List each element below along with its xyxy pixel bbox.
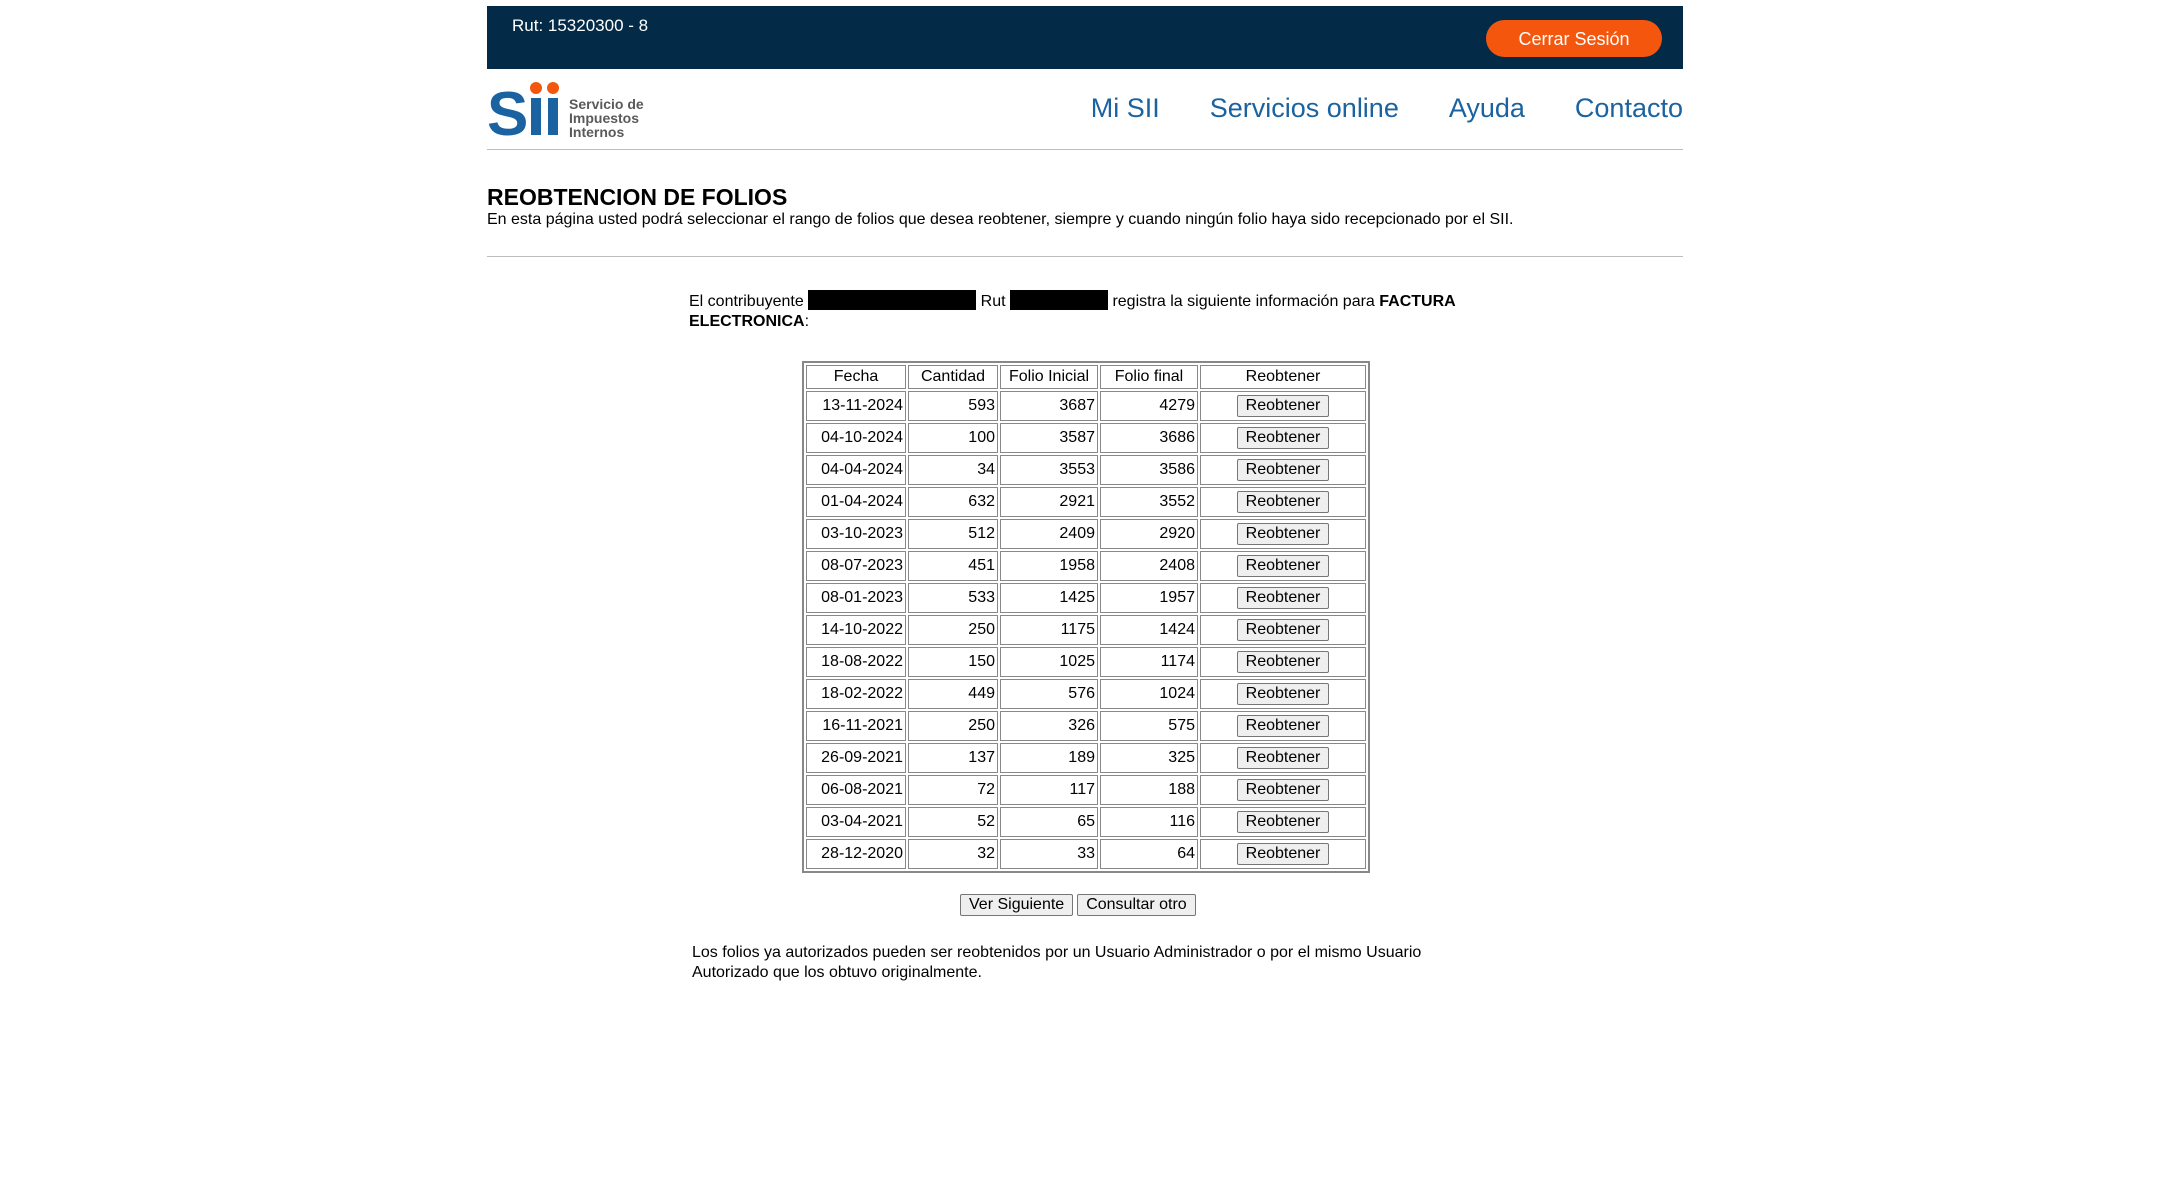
cell-fecha: 06-08-2021 (806, 775, 906, 805)
reobtener-button[interactable]: Reobtener (1237, 555, 1330, 577)
cell-fecha: 28-12-2020 (806, 839, 906, 869)
cell-folio-inicial: 1958 (1000, 551, 1098, 581)
cell-reobtener (1200, 455, 1366, 485)
table-row (806, 839, 1366, 869)
cell-fecha: 18-08-2022 (806, 647, 906, 677)
cell-reobtener (1200, 775, 1366, 805)
cell-folio-inicial: 1425 (1000, 583, 1098, 613)
intro-section (487, 150, 1683, 257)
reobtener-button[interactable]: Reobtener (1237, 491, 1330, 513)
cell-folio-inicial: 2409 (1000, 519, 1098, 549)
cell-cantidad: 593 (908, 391, 998, 421)
redacted-name (808, 290, 976, 310)
table-row (806, 807, 1366, 837)
reobtener-button[interactable]: Reobtener (1237, 427, 1330, 449)
logo-line: Internos (569, 124, 625, 140)
cell-fecha: 03-04-2021 (806, 807, 906, 837)
cell-folio-inicial: 3587 (1000, 423, 1098, 453)
cell-folio-final: 1957 (1100, 583, 1198, 613)
table-row (806, 423, 1366, 453)
cell-fecha: 13-11-2024 (806, 391, 906, 421)
reobtener-button[interactable]: Reobtener (1237, 395, 1330, 417)
nav-servicios-online[interactable]: Servicios online (1209, 93, 1399, 123)
cell-folio-inicial: 3687 (1000, 391, 1098, 421)
footer-note: Los folios ya autorizados pueden ser reobtenidos por un Usuario Administrador o por el mismo Usuario Autorizado que los obtuvo originalmente. (692, 944, 1422, 981)
ver-siguiente-button[interactable]: Ver Siguiente (960, 894, 1073, 916)
cell-folio-final: 3686 (1100, 423, 1198, 453)
top-bar (487, 6, 1683, 69)
table-row (806, 775, 1366, 805)
cell-reobtener (1200, 487, 1366, 517)
table-row (806, 487, 1366, 517)
header-fecha: Fecha (806, 365, 906, 389)
cell-cantidad: 150 (908, 647, 998, 677)
cell-fecha: 01-04-2024 (806, 487, 906, 517)
table-row (806, 583, 1366, 613)
page-description: En esta página usted podrá seleccionar el rango de folios que desea reobtener, siempre y cuando ningún folio haya sido recepcionado por el SII. (487, 211, 1514, 228)
folios-table (802, 361, 1370, 873)
table-row (806, 455, 1366, 485)
reobtener-button[interactable]: Reobtener (1237, 811, 1330, 833)
cell-cantidad: 32 (908, 839, 998, 869)
contrib-middle: registra la siguiente información para (1112, 293, 1375, 310)
table-row (806, 679, 1366, 709)
table-row (806, 711, 1366, 741)
cell-folio-final: 64 (1100, 839, 1198, 869)
contrib-rut-label: Rut (980, 293, 1006, 310)
cell-folio-final: 3552 (1100, 487, 1198, 517)
svg-text:S: S (487, 80, 529, 140)
cell-folio-final: 1424 (1100, 615, 1198, 645)
cell-cantidad: 250 (908, 711, 998, 741)
cell-reobtener (1200, 583, 1366, 613)
contrib-suffix: : (804, 313, 810, 330)
nav-mi-sii[interactable]: Mi SII (1090, 93, 1160, 123)
table-row (806, 743, 1366, 773)
logo-line: Impuestos (569, 110, 640, 126)
main-nav (1091, 93, 1683, 124)
logout-button[interactable]: Cerrar Sesión (1486, 20, 1662, 57)
cell-cantidad: 52 (908, 807, 998, 837)
cell-reobtener (1200, 647, 1366, 677)
site-header (487, 69, 1683, 150)
cell-folio-final: 325 (1100, 743, 1198, 773)
cell-folio-inicial: 1025 (1000, 647, 1098, 677)
reobtener-button[interactable]: Reobtener (1237, 779, 1330, 801)
cell-reobtener (1200, 679, 1366, 709)
reobtener-button[interactable]: Reobtener (1237, 747, 1330, 769)
table-body (806, 391, 1366, 869)
cell-folio-final: 575 (1100, 711, 1198, 741)
logo-line: Servicio de (569, 96, 644, 112)
cell-cantidad: 137 (908, 743, 998, 773)
cell-folio-inicial: 33 (1000, 839, 1098, 869)
cell-reobtener (1200, 711, 1366, 741)
cell-fecha: 26-09-2021 (806, 743, 906, 773)
cell-fecha: 18-02-2022 (806, 679, 906, 709)
cell-reobtener (1200, 615, 1366, 645)
cell-cantidad: 449 (908, 679, 998, 709)
table-row (806, 519, 1366, 549)
cell-folio-final: 3586 (1100, 455, 1198, 485)
cell-reobtener (1200, 551, 1366, 581)
reobtener-button[interactable]: Reobtener (1237, 715, 1330, 737)
logo-text (569, 97, 644, 139)
cell-folio-inicial: 189 (1000, 743, 1098, 773)
cell-cantidad: 72 (908, 775, 998, 805)
sii-logo-mark-icon (487, 80, 567, 140)
cell-reobtener (1200, 391, 1366, 421)
cell-cantidad: 100 (908, 423, 998, 453)
cell-fecha: 03-10-2023 (806, 519, 906, 549)
cell-folio-inicial: 117 (1000, 775, 1098, 805)
header-folio-inicial: Folio Inicial (1000, 365, 1098, 389)
cell-folio-final: 188 (1100, 775, 1198, 805)
cell-folio-inicial: 65 (1000, 807, 1098, 837)
cell-folio-final: 2920 (1100, 519, 1198, 549)
cell-folio-final: 4279 (1100, 391, 1198, 421)
redacted-rut (1010, 290, 1108, 310)
cell-fecha: 04-10-2024 (806, 423, 906, 453)
cell-folio-inicial: 576 (1000, 679, 1098, 709)
reobtener-button[interactable]: Reobtener (1237, 523, 1330, 545)
nav-ayuda[interactable]: Ayuda (1448, 93, 1525, 123)
cell-folio-final: 116 (1100, 807, 1198, 837)
table-header-row (806, 365, 1366, 389)
nav-contacto[interactable]: Contacto (1574, 93, 1683, 123)
cell-folio-final: 2408 (1100, 551, 1198, 581)
reobtener-button[interactable]: Reobtener (1237, 459, 1330, 481)
cell-folio-final: 1024 (1100, 679, 1198, 709)
table-row (806, 551, 1366, 581)
doc-type: FACTURA ELECTRONICA (689, 293, 1456, 330)
consultar-otro-button[interactable]: Consultar otro (1077, 894, 1196, 916)
cell-cantidad: 632 (908, 487, 998, 517)
cell-cantidad: 34 (908, 455, 998, 485)
cell-reobtener (1200, 519, 1366, 549)
table-row (806, 647, 1366, 677)
user-rut: Rut: 15320300 - 8 (512, 16, 649, 35)
header-reobtener: Reobtener (1200, 365, 1366, 389)
reobtener-button[interactable]: Reobtener (1237, 651, 1330, 673)
contrib-prefix: El contribuyente (689, 293, 804, 310)
cell-fecha: 14-10-2022 (806, 615, 906, 645)
cell-folio-inicial: 3553 (1000, 455, 1098, 485)
header-folio-final: Folio final (1100, 365, 1198, 389)
cell-folio-inicial: 326 (1000, 711, 1098, 741)
page-wrapper (487, 6, 1683, 981)
cell-cantidad: 512 (908, 519, 998, 549)
cell-cantidad: 250 (908, 615, 998, 645)
reobtener-button[interactable]: Reobtener (1237, 843, 1330, 865)
cell-cantidad: 451 (908, 551, 998, 581)
cell-fecha: 08-07-2023 (806, 551, 906, 581)
page-title: REOBTENCION DE FOLIOS (487, 184, 788, 210)
cell-reobtener (1200, 839, 1366, 869)
cell-folio-inicial: 2921 (1000, 487, 1098, 517)
cell-fecha: 16-11-2021 (806, 711, 906, 741)
sii-logo[interactable] (487, 80, 667, 140)
cell-reobtener (1200, 423, 1366, 453)
contribuyente-info (689, 290, 1499, 332)
reobtener-button[interactable]: Reobtener (1237, 587, 1330, 609)
cell-folio-final: 1174 (1100, 647, 1198, 677)
cell-reobtener (1200, 743, 1366, 773)
header-cantidad: Cantidad (908, 365, 998, 389)
cell-folio-inicial: 1175 (1000, 615, 1098, 645)
cell-reobtener (1200, 807, 1366, 837)
action-buttons (960, 894, 1196, 916)
table-row (806, 615, 1366, 645)
cell-fecha: 04-04-2024 (806, 455, 906, 485)
reobtener-button[interactable]: Reobtener (1237, 683, 1330, 705)
cell-fecha: 08-01-2023 (806, 583, 906, 613)
table-row (806, 391, 1366, 421)
reobtener-button[interactable]: Reobtener (1237, 619, 1330, 641)
cell-cantidad: 533 (908, 583, 998, 613)
